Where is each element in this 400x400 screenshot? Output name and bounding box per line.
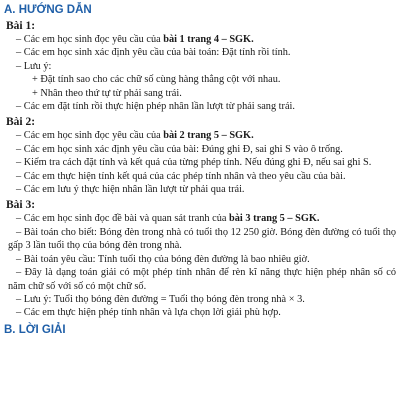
bai2-line2: – Các em học sinh xác định yêu cầu của bài: Đúng ghi Đ, sai ghi S vào ô trống. — [16, 143, 343, 155]
section-a-title: A. HƯỚNG DẪN — [4, 4, 92, 16]
bai2-line3: – Kiểm tra cách đặt tính và kết quả của từng phép tính. Nếu đúng ghi Đ, nếu sai ghi S. — [16, 157, 372, 169]
bai1-line4: + Đặt tính sao cho các chữ số cùng hàng thẳng cột với nhau. — [32, 74, 281, 86]
bai3-line6: – Các em thực hiện phép tính nhân và lựa chọn lời giải phù hợp. — [16, 307, 281, 319]
bai3-line5: – Lưu ý: Tuổi thọ bóng đèn đường = Tuổi thọ bóng đèn trong nhà × 3. — [16, 293, 305, 305]
bai1-line6: – Các em đặt tính rồi thực hiện phép nhân lần lượt từ phải sang trái. — [16, 101, 295, 113]
section-b-title: B. LỜI GIẢI — [4, 323, 66, 336]
bai3-title: Bài 3: — [6, 199, 36, 212]
bai3-line2: – Bài toán cho biết: Bóng đèn trong nhà có tuổi thọ 12 250 giờ. Bóng đèn đường có tuổi thọ gấp 3 lần tuổi thọ của bóng đèn trong nhà. — [8, 226, 396, 252]
bai2-line1 — [4, 129, 396, 142]
bai1-line1 — [4, 33, 396, 46]
bai1-title: Bài 1: — [6, 20, 36, 32]
bai1-line2: – Các em học sinh xác định yêu cầu của bài toán: Đặt tính rồi tính. — [16, 47, 291, 59]
bai1-line5: + Nhân theo thứ tự từ phải sang trái. — [32, 87, 182, 99]
bai2-title: Bài 2: — [6, 116, 36, 129]
bai3-line1 — [4, 212, 396, 225]
bai3-line3: – Bài toán yêu cầu: Tính tuổi thọ của bóng đèn đường là bao nhiêu giờ. — [16, 253, 310, 265]
bai2-line4: – Các em thực hiện tính kết quả của các phép tính nhân và theo yêu cầu của bài. — [16, 170, 346, 182]
bai3-line4: – Đây là dạng toán giải có một phép tính nhân để rèn kĩ năng thực hiện phép nhân số có năm chữ số với số có một chữ số. — [8, 267, 396, 292]
bai2-line5: – Các em lưu ý thực hiện nhân lần lượt từ phải qua trái. — [16, 184, 245, 196]
bai1-line3: – Lưu ý: — [16, 60, 52, 72]
bai3-line1-text: – Các em học sinh đọc đề bài và quan sát tranh của — [16, 213, 230, 225]
bai2-line1-text: – Các em học sinh đọc yêu cầu của — [16, 130, 164, 142]
bai1-line1-text: – Các em học sinh đọc yêu cầu của — [16, 34, 164, 45]
bai3-line1-ref: bài 3 trang 5 – SGK. — [229, 213, 320, 225]
bai1-line1-ref: bài 1 trang 4 – SGK. — [163, 34, 254, 45]
bai2-line1-ref: bài 2 trang 5 – SGK. — [163, 130, 254, 142]
